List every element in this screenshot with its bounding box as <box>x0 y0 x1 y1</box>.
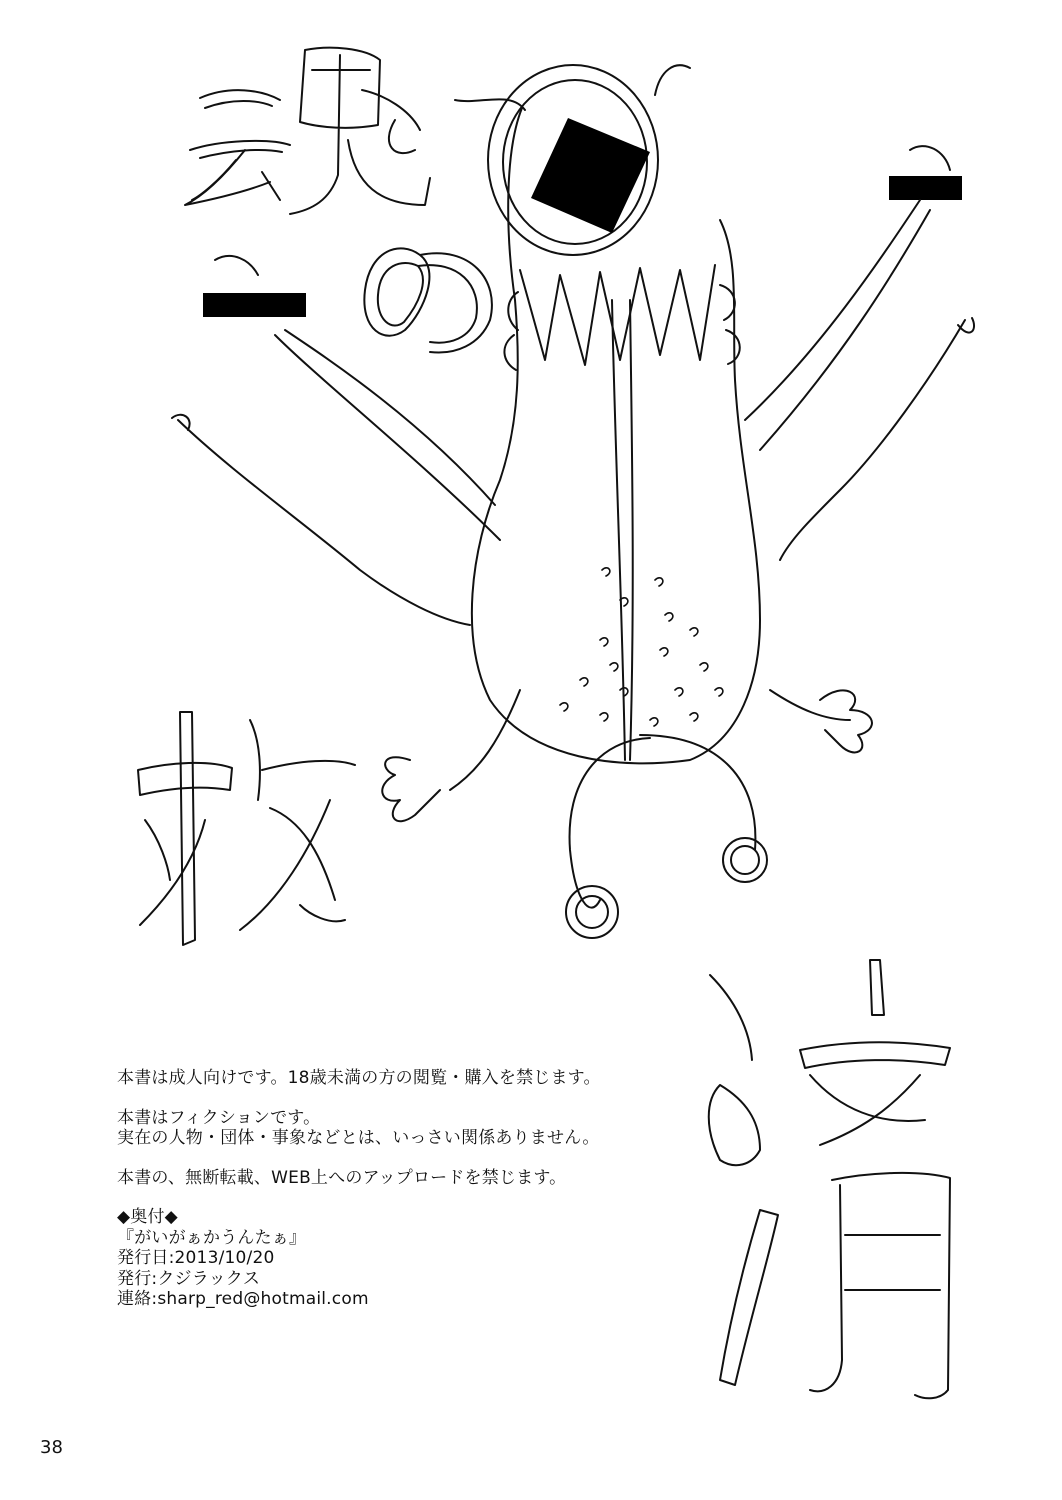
censor-bar-left <box>203 293 306 317</box>
notice-adult: 本書は成人向けです。18歳未満の方の閲覧・購入を禁じます。 <box>117 1068 601 1088</box>
censor-bars <box>203 118 962 317</box>
colophon <box>117 1068 601 1310</box>
contact: 連絡:sharp_red@hotmail.com <box>117 1289 369 1309</box>
censor-bar-center <box>531 118 650 233</box>
okuzuke-heading: ◆奥付◆ <box>117 1207 178 1227</box>
page-number: 38 <box>40 1437 63 1458</box>
notice-fiction-line-1: 本書はフィクションです。 <box>117 1107 321 1128</box>
handwritten-glyph-tama <box>185 48 430 214</box>
creature-limbs <box>172 146 974 938</box>
book-title: 『がいがぁかうんたぁ』 <box>117 1227 307 1248</box>
publish-date: 発行日:2013/10/20 <box>117 1248 275 1268</box>
handwritten-glyph-no <box>364 248 492 352</box>
censor-bar-right <box>889 176 962 200</box>
belly-curls <box>560 568 723 726</box>
notice-reproduction: 本書の、無断転載、WEB上へのアップロードを禁じます。 <box>117 1167 567 1188</box>
handwritten-glyph-sai <box>709 960 950 1398</box>
handwritten-glyph-kyuu <box>138 712 355 945</box>
notice-fiction-line-2: 実在の人物・団体・事象などとは、いっさい関係ありません。 <box>117 1128 600 1148</box>
publisher: 発行:クジラックス <box>117 1268 261 1289</box>
